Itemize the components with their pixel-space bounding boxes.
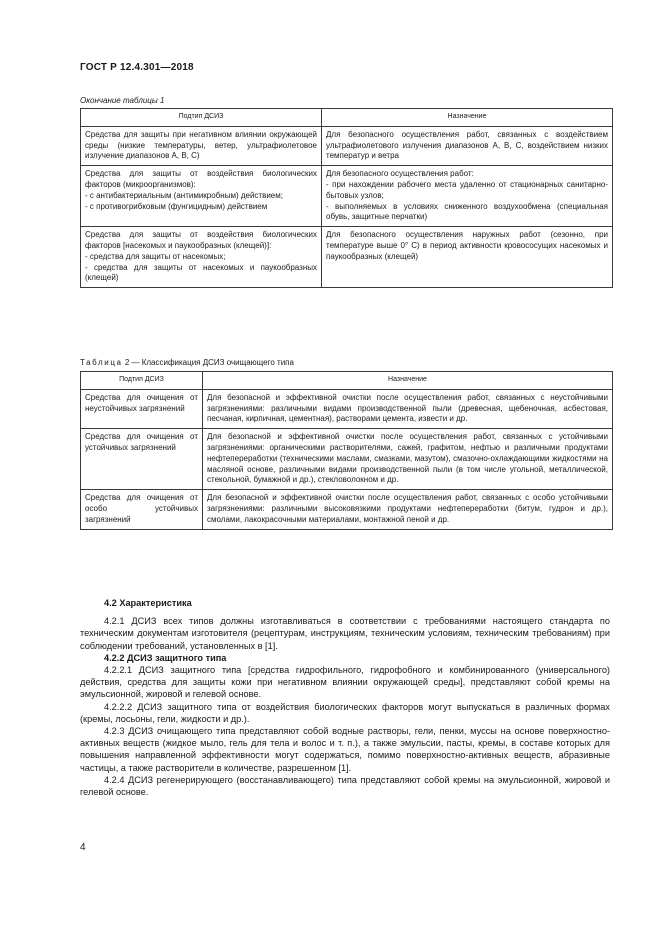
cell-line: Средства для защиты от воздействия биологических факторов (микроорганизмов): xyxy=(85,169,317,189)
table1-row3-purpose xyxy=(322,227,613,288)
table1-header-subtype: Подтип ДСИЗ xyxy=(81,109,322,127)
cell-line: - средства для защиты от насекомых; xyxy=(85,251,226,261)
cell-line: Средства для защиты от воздействия биологических факторов [насекомых и паукообразных (клещей)]: xyxy=(85,230,317,250)
paragraph-4-2-3: 4.2.3 ДСИЗ очищающего типа представляют собой водные растворы, гели, пенки, муссы на основе поверхностно-активных веществ (жидкое мыло, гель для тела и волос и т. п.), а также эмульсии, пасты, кремы, в составе которых для повышения направленной эффективности могут содержаться, помимо поверхностно-активных веществ, абразивные частицы, а также растворители в количестве, разрешенном [1]. xyxy=(80,726,610,773)
page-number: 4 xyxy=(80,842,86,853)
paragraph-4-2-2-1: 4.2.2.1 ДСИЗ защитного типа [средства гидрофильного, гидрофобного и комбинированного (универсального) действия, средства для защиты кожи при негативном влиянии окружающей среды], представляют собой кремы на эмульсионной, жировой и гелевой основе. xyxy=(80,665,610,700)
table2-caption-label: Таблица xyxy=(80,358,123,367)
table2-row2-purpose: Для безопасной и эффективной очистки после осуществления работ, связанных с устойчивыми загрязнениями: органическими растворителями, сажей, графитом, нефтью и различными продуктами нефтепереработки (техническими маслами, смазками, мазутом), смазочно-охлаждающими жидкостями на масляной основе, различными видами производственной пыли (в том числе угольной, металлической, стекольной, бумажной и др.), стекловолокном и др. xyxy=(203,429,613,490)
table-row xyxy=(81,429,613,490)
table2-caption xyxy=(80,358,294,367)
cell-line: - с антибактериальным (антимикробным) действием; xyxy=(85,190,283,200)
table1-row2-purpose xyxy=(322,166,613,227)
table-row xyxy=(81,490,613,529)
body-text xyxy=(80,597,610,798)
table2-row1-subtype: Средства для очищения от неустойчивых загрязнений xyxy=(81,389,203,428)
table-row xyxy=(81,389,613,428)
document-header: ГОСТ Р 12.4.301—2018 xyxy=(80,62,194,73)
table1-row2-subtype xyxy=(81,166,322,227)
cell-line: Средства для защиты при негативном влиянии окружающей среды (низкие температуры, ветер, ультрафиолетовое излучение диапазонов А, В, С) xyxy=(85,129,317,161)
table2-header-purpose: Назначение xyxy=(203,372,613,390)
table1-row1-purpose xyxy=(322,126,613,165)
cell-line: Для безопасного осуществления наружных работ (сезонно, при температуре выше 0° С) в период активности кровососущих насекомых и паукообразных (клещей) xyxy=(326,230,608,261)
cell-line: - с противогрибковым (фунгицидным) действием xyxy=(85,201,268,211)
table2-caption-text: 2 — Классификация ДСИЗ очищающего типа xyxy=(124,358,294,367)
paragraph-4-2-1: 4.2.1 ДСИЗ всех типов должны изготавливаться в соответствии с требованиями настоящего стандарта по техническим документам изготовителя (рецептурам, инструкциям, техническим условиям, техническим требованиям) при соблюдении требований, установленных в [1]. xyxy=(80,616,610,651)
table2-row2-subtype: Средства для очищения от устойчивых загрязнений xyxy=(81,429,203,490)
table-row xyxy=(81,126,613,165)
table1-caption: Окончание таблицы 1 xyxy=(80,96,165,105)
paragraph-4-2-4: 4.2.4 ДСИЗ регенерирующего (восстанавливающего) типа представляют собой кремы на эмульсионной, жировой и гелевой основе. xyxy=(80,774,610,798)
table1-row1-subtype xyxy=(81,126,322,165)
table2-row1-purpose: Для безопасной и эффективной очистки после осуществления работ, связанных с неустойчивыми загрязнениями: различными видами производственной пыли (древесная, щебеночная, асбестовая, песчаная, кирпичная, цементная), растворами цемента, извести и др. xyxy=(203,389,613,428)
table-row xyxy=(81,166,613,227)
table-row xyxy=(81,227,613,288)
table1-header-purpose: Назначение xyxy=(322,109,613,127)
table2 xyxy=(80,371,613,530)
table2-row3-subtype: Средства для очищения от особо устойчивых загрязнений xyxy=(81,490,203,529)
section-heading-4-2: 4.2 Характеристика xyxy=(104,598,192,608)
table2-header-row xyxy=(81,372,613,390)
cell-line: - выполняемых в условиях сниженного воздухообмена (специальная обувь, защитные перчатки) xyxy=(326,201,608,222)
table1-header-row xyxy=(81,109,613,127)
cell-line: - при нахождении рабочего места удаленно от стационарных санитарно-бытовых узлов; xyxy=(326,179,608,200)
cell-line: Для безопасного осуществления работ, связанных с воздействием ультрафиолетового излучения диапазонов А, В, С, воздействием низких температур и ветра xyxy=(326,129,608,161)
cell-line: Для безопасного осуществления работ: xyxy=(326,169,474,179)
section-heading-4-2-2: 4.2.2 ДСИЗ защитного типа xyxy=(104,652,227,663)
cell-line: - средства для защиты от насекомых и паукообразных (клещей) xyxy=(85,262,317,283)
table2-header-subtype: Подтип ДСИЗ xyxy=(81,372,203,390)
table2-row3-purpose: Для безопасной и эффективной очистки после осуществления работ, связанных с особо устойчивыми загрязнениями: различными высоковязкими продуктами нефтепереработки (битум, гудрон и др.), смолами, лакокрасочными материалами, монтажной пеной и др. xyxy=(203,490,613,529)
paragraph-4-2-2-2: 4.2.2.2 ДСИЗ защитного типа от воздействия биологических факторов могут выпускаться в различных формах (кремы, лосьоны, гели, жидкости и др.). xyxy=(80,701,610,724)
table1-row3-subtype xyxy=(81,227,322,288)
table1 xyxy=(80,108,613,288)
